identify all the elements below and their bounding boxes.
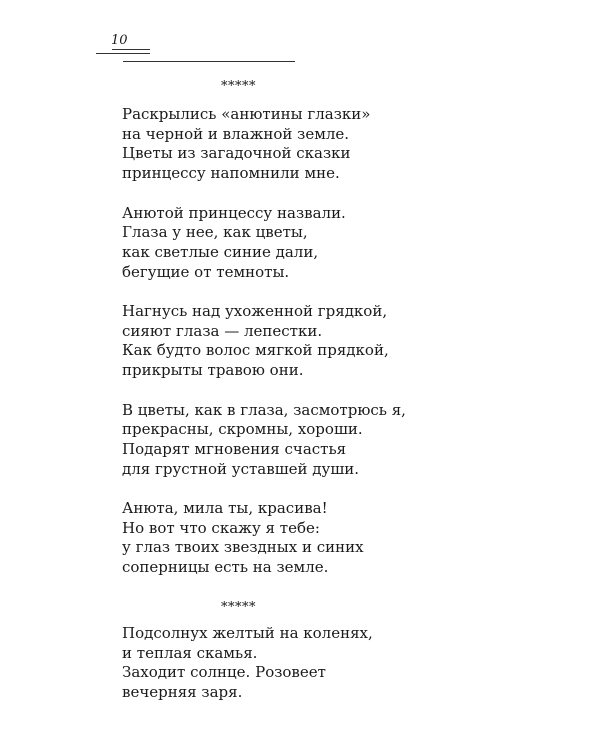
poem-line: как светлые синие дали, — [122, 242, 319, 261]
poem-line: Глаза у нее, как цветы, — [122, 223, 308, 242]
poem-line: Заходит солнце. Розовеет — [122, 663, 326, 682]
poem-line: Цветы из загадочной сказки — [122, 144, 351, 163]
stanza — [122, 624, 373, 703]
poem-line: Анютой принцессу назвали. — [122, 203, 346, 222]
poem-line: вечерняя заря. — [122, 683, 243, 702]
poem-line: Нагнусь над ухоженной грядкой, — [122, 302, 388, 320]
header-rule-bottom — [123, 61, 295, 62]
poem-line: прикрыты травою они. — [122, 361, 304, 380]
poem-line: соперницы есть на земле. — [122, 558, 329, 577]
poem-line: бегущие от темноты. — [122, 262, 290, 281]
stanza — [122, 105, 406, 184]
poem-line: Подарят мгновения счастья — [122, 439, 347, 458]
poem-line: Подсолнух желтый на коленях, — [122, 624, 373, 642]
poem-2 — [122, 624, 373, 703]
poem-line: для грустной уставшей души. — [122, 459, 360, 478]
stanza — [122, 302, 406, 381]
poem-line: на черной и влажной земле. — [122, 124, 350, 143]
poem-1 — [122, 105, 406, 578]
separator-1: ***** — [221, 79, 256, 94]
poem-line: и теплая скамья. — [122, 643, 258, 662]
poem-line: сияют глаза — лепестки. — [122, 321, 323, 340]
poem-line: Раскрылись «анютины глазки» — [122, 105, 371, 123]
stanza — [122, 204, 406, 283]
poem-line: Но вот что скажу я тебе: — [122, 518, 320, 537]
poem-line: В цветы, как в глаза, засмотрюсь я, — [122, 400, 406, 419]
poem-line: прекрасны, скромны, хороши. — [122, 420, 363, 439]
separator-2: ***** — [221, 600, 256, 615]
header-rule-top — [112, 49, 150, 50]
poem-line: Анюта, мила ты, красива! — [122, 499, 328, 517]
poem-line: у глаз твоих звездных и синих — [122, 538, 364, 557]
stanza — [122, 499, 406, 578]
header-rule-middle — [96, 53, 150, 54]
poem-line: принцессу напомнили мне. — [122, 164, 340, 183]
stanza — [122, 401, 406, 480]
page-number: 10 — [111, 33, 128, 48]
poem-line: Как будто волос мягкой прядкой, — [122, 341, 389, 360]
